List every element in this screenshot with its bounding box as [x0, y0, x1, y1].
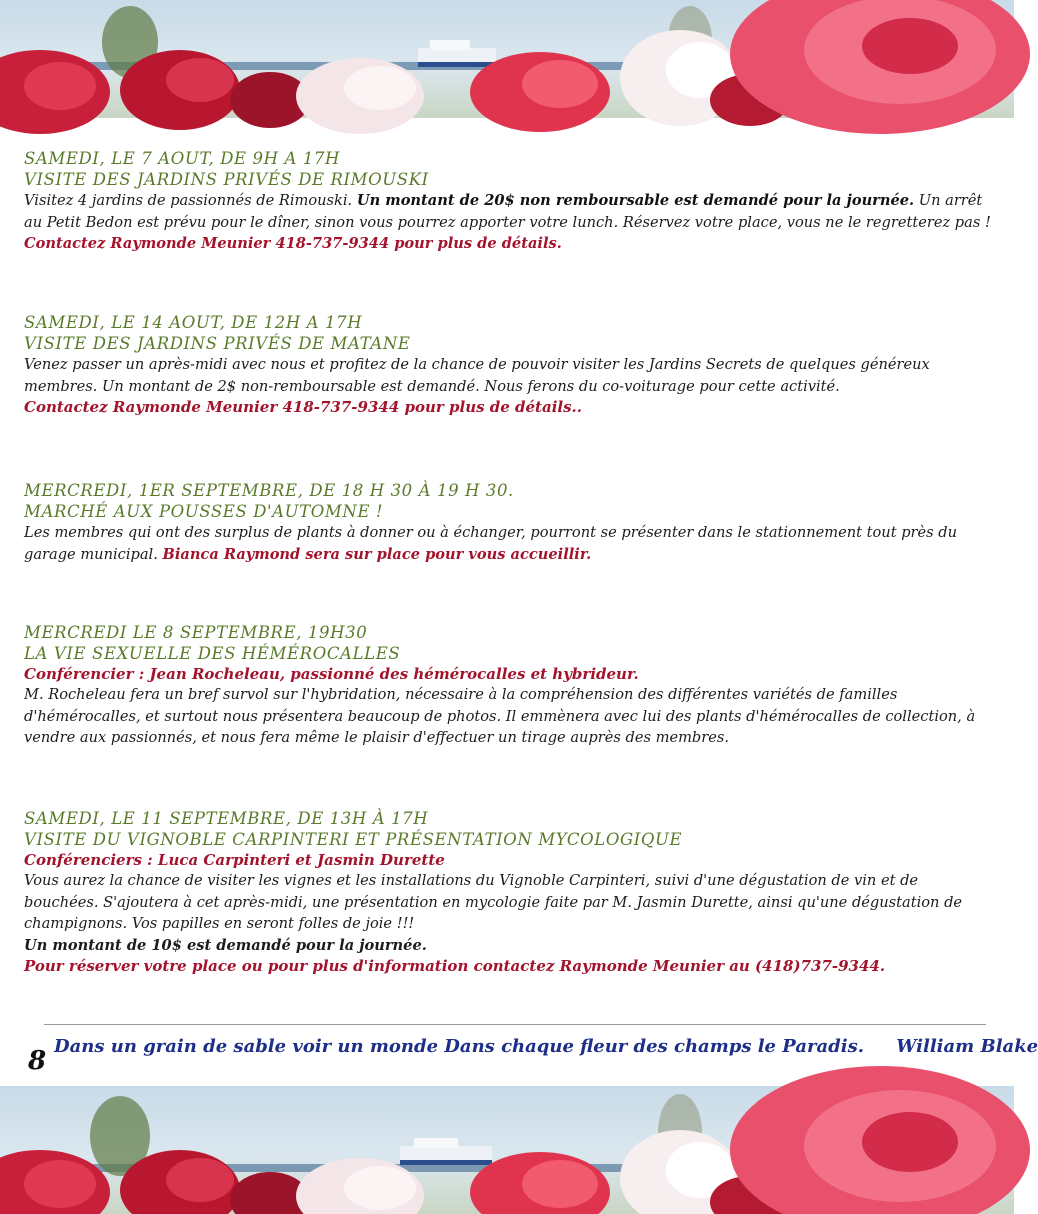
- bottom-flower-banner: [0, 1086, 1014, 1214]
- event-description: Vous aurez la chance de visiter les vignes et les installations du Vignoble Carpinteri, suivi d'une dégustation de vin et de bouchées. S'ajoutera à cet après-midi, une présentation en mycologie faite par M. Jasmin Durette, ainsi qu'une dégustation de champignons. Vos papilles en seront folles de joie !!!: [24, 872, 963, 932]
- event-vignoble-carpinteri: [24, 808, 994, 977]
- event-jardins-matane: [24, 312, 994, 418]
- event-title: LA VIE SEXUELLE DES HÉMÉROCALLES: [24, 644, 401, 663]
- event-title: VISITE DES JARDINS PRIVÉS DE RIMOUSKI: [24, 170, 429, 189]
- event-details: Un arrêt au Petit Bedon est prévu pour le dîner, sinon vous pourrez apporter votre lunch. Réservez votre place, vous ne le regretterez pas !: [24, 192, 991, 231]
- event-description: M. Rocheleau fera un bref survol sur l'hybridation, nécessaire à la compréhension des différentes variétés de familles d'hémérocalles, et surtout nous présentera beaucoup de photos. Il emmènera avec lui des plants d'hémérocalles de collection, à vendre aux passionnés, et nous fera même le plaisir d'effectuer un tirage auprès des membres.: [24, 686, 976, 746]
- quote-text: Dans un grain de sable voir un monde Dans chaque fleur des champs le Paradis.: [54, 1036, 864, 1057]
- event-description: [24, 190, 994, 255]
- event-date: MERCREDI LE 8 SEPTEMBRE, 19H30: [24, 623, 368, 642]
- event-date: SAMEDI, LE 7 AOUT, DE 9H A 17H: [24, 149, 340, 168]
- event-date: MERCREDI, 1ER SEPTEMBRE, DE 18 H 30 À 19 H 30.: [24, 481, 514, 500]
- event-description: Venez passer un après-midi avec nous et profitez de la chance de pouvoir visiter les Jardins Secrets de quelques généreux membres. Un montant de 2$ non-remboursable est demandé. Nous ferons du co-voiturage pour cette activité.: [24, 356, 930, 395]
- event-speaker: Conférenciers : Luca Carpinteri et Jasmin Durette: [24, 851, 445, 869]
- event-date: SAMEDI, LE 14 AOUT, DE 12H A 17H: [24, 313, 363, 332]
- event-title: VISITE DES JARDINS PRIVÉS DE MATANE: [24, 334, 411, 353]
- footer-divider: [44, 1024, 986, 1025]
- event-date: SAMEDI, LE 11 SEPTEMBRE, DE 13H À 17H: [24, 809, 429, 828]
- event-details: Les membres qui ont des surplus de plants à donner ou à échanger, pourront se présenter dans le stationnement tout près du garage municipal.: [24, 524, 958, 563]
- flower-banner-illustration: [0, 0, 1014, 118]
- ship-icon: [400, 1138, 492, 1165]
- page-number: 8: [28, 1046, 47, 1076]
- event-contact: Contactez Raymonde Meunier 418-737-9344 pour plus de détails.: [24, 235, 562, 252]
- event-jardins-rimouski: [24, 148, 994, 255]
- quote-author: William Blake: [896, 1036, 1038, 1057]
- event-title: MARCHÉ AUX POUSSES D'AUTOMNE !: [24, 502, 384, 521]
- event-speaker: Conférencier : Jean Rocheleau, passionné des hémérocalles et hybrideur.: [24, 665, 639, 683]
- event-description: [24, 522, 994, 565]
- event-contact: Contactez Raymonde Meunier 418-737-9344 pour plus de détails..: [24, 398, 582, 416]
- event-contact: Pour réserver votre place ou pour plus d'information contactez Raymonde Meunier au (418)737-9344.: [24, 957, 886, 975]
- event-price: Un montant de 10$ est demandé pour la journée.: [24, 936, 427, 954]
- event-title: VISITE DU VIGNOBLE CARPINTERI ET PRÉSENTATION MYCOLOGIQUE: [24, 830, 683, 849]
- event-price: Un montant de 20$ non remboursable est demandé pour la journée.: [356, 192, 915, 209]
- event-hemerocalles: [24, 622, 994, 749]
- event-marche-pousses: [24, 480, 994, 565]
- footer-quote: [54, 1036, 1038, 1057]
- event-contact: Bianca Raymond sera sur place pour vous accueillir.: [162, 545, 592, 563]
- event-intro: Visitez 4 jardins de passionnés de Rimouski.: [24, 192, 353, 209]
- flower-banner-illustration: [0, 1086, 1014, 1214]
- ship-icon: [418, 40, 496, 67]
- top-flower-banner: [0, 0, 1014, 118]
